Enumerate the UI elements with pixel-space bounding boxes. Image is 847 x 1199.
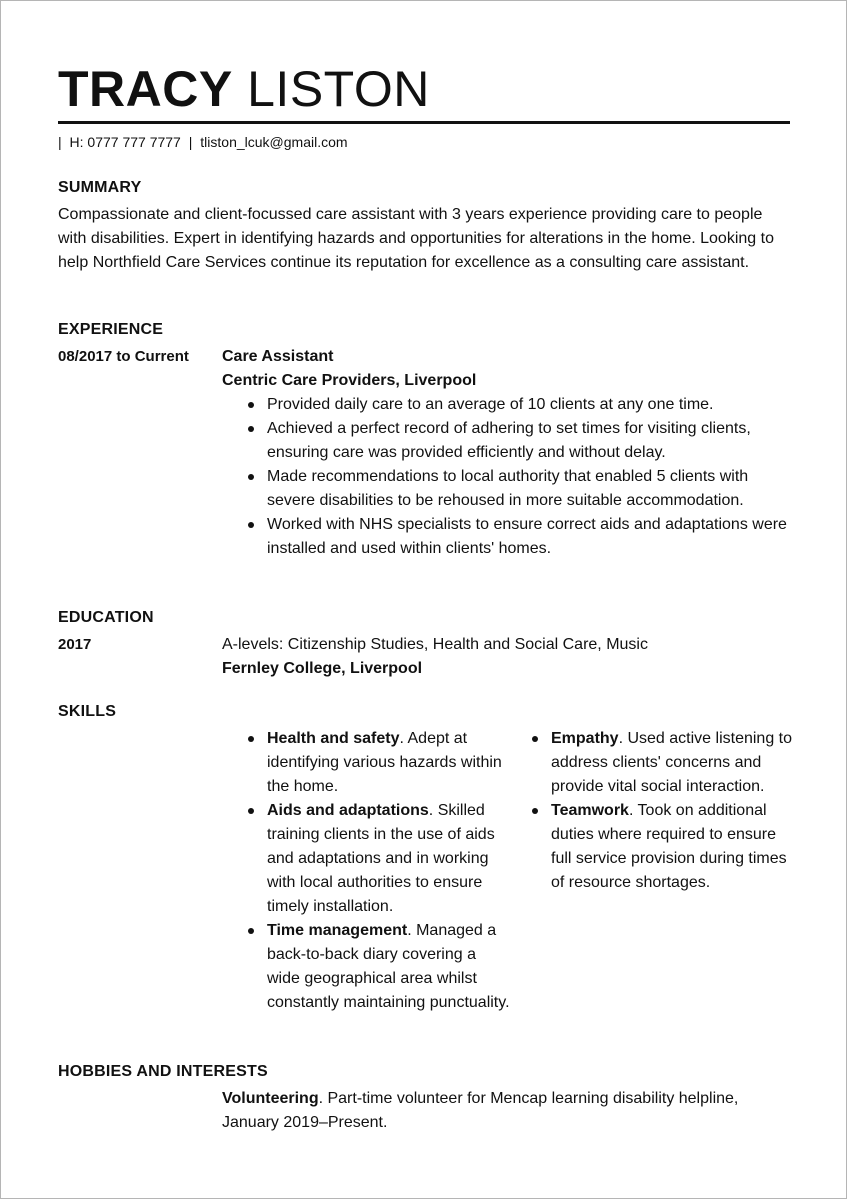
hobby-name: Volunteering [222,1090,319,1107]
list-item: Worked with NHS specialists to ensure correct aids and adaptations were installed and used within clients' homes. [222,513,792,561]
email-address[interactable]: tliston_lcuk@gmail.com [200,134,348,150]
summary-heading: SUMMARY [58,179,142,196]
skill-desc: . Managed a back-to-back diary covering a wide geographical area whilst constantly maintaining punctuality. [267,922,510,1011]
skill-name: Health and safety [267,730,400,747]
skill-desc: . Skilled training clients in the use of aids and adaptations and in working with local authorities to ensure timely installation. [267,802,495,915]
job-employer: Centric Care Providers, Liverpool [222,372,477,389]
education-entry [222,633,792,681]
list-item: Achieved a perfect record of adhering to set times for visiting clients, ensuring care was provided efficiently and without delay. [222,417,792,465]
skills-heading: SKILLS [58,703,117,720]
last-name: LISTON [247,61,430,117]
skill-desc: . Adept at identifying various hazards within the home. [267,730,502,795]
skill-name: Time management [267,922,408,939]
job-title: Care Assistant [222,348,334,365]
hobbies-heading: HOBBIES AND INTERESTS [58,1063,268,1080]
education-year: 2017 [58,636,92,653]
skill-item [506,727,792,799]
skill-item [506,799,792,895]
hobbies-entry [222,1087,792,1135]
skill-name: Aids and adaptations [267,802,429,819]
skills-right-column [506,727,792,895]
skill-item [222,727,512,799]
education-school: Fernley College, Liverpool [222,660,423,677]
skill-name: Teamwork [551,802,629,819]
skill-item [222,919,512,1015]
candidate-name [58,59,430,119]
skills-left-column [222,727,512,1015]
contact-separator: | [188,134,193,150]
skill-desc: . Used active listening to address clients' concerns and provide vital social interaction. [551,730,792,795]
list-item: Made recommendations to local authority that enabled 5 clients with severe disabilities to be rehoused in more suitable accommodation. [222,465,792,513]
header-divider [58,121,790,124]
contact-line [58,133,352,151]
summary-text: Compassionate and client-focussed care assistant with 3 years experience providing care to people with disabilities. Expert in identifying hazards and opportunities for alterations in the home. Looking to help Northfield Care Services continue its reputation for excellence as a consulting care assistant. [58,206,774,271]
contact-separator: | [58,134,62,150]
education-qualification: A-levels: Citizenship Studies, Health and Social Care, Music [222,636,648,653]
phone-number: H: 0777 777 7777 [69,134,181,150]
experience-heading: EXPERIENCE [58,321,164,338]
education-heading: EDUCATION [58,609,154,626]
hobby-desc: . Part-time volunteer for Mencap learning disability helpline, January 2019–Present. [222,1090,739,1131]
first-name: TRACY [58,61,233,117]
skill-item [222,799,512,919]
skill-name: Empathy [551,730,619,747]
job-entry [222,345,792,561]
job-dates: 08/2017 to Current [58,348,189,365]
job-bullets [222,393,792,561]
list-item: Provided daily care to an average of 10 clients at any one time. [222,393,792,417]
skill-desc: . Took on additional duties where required to ensure full service provision during times of resource shortages. [551,802,787,891]
